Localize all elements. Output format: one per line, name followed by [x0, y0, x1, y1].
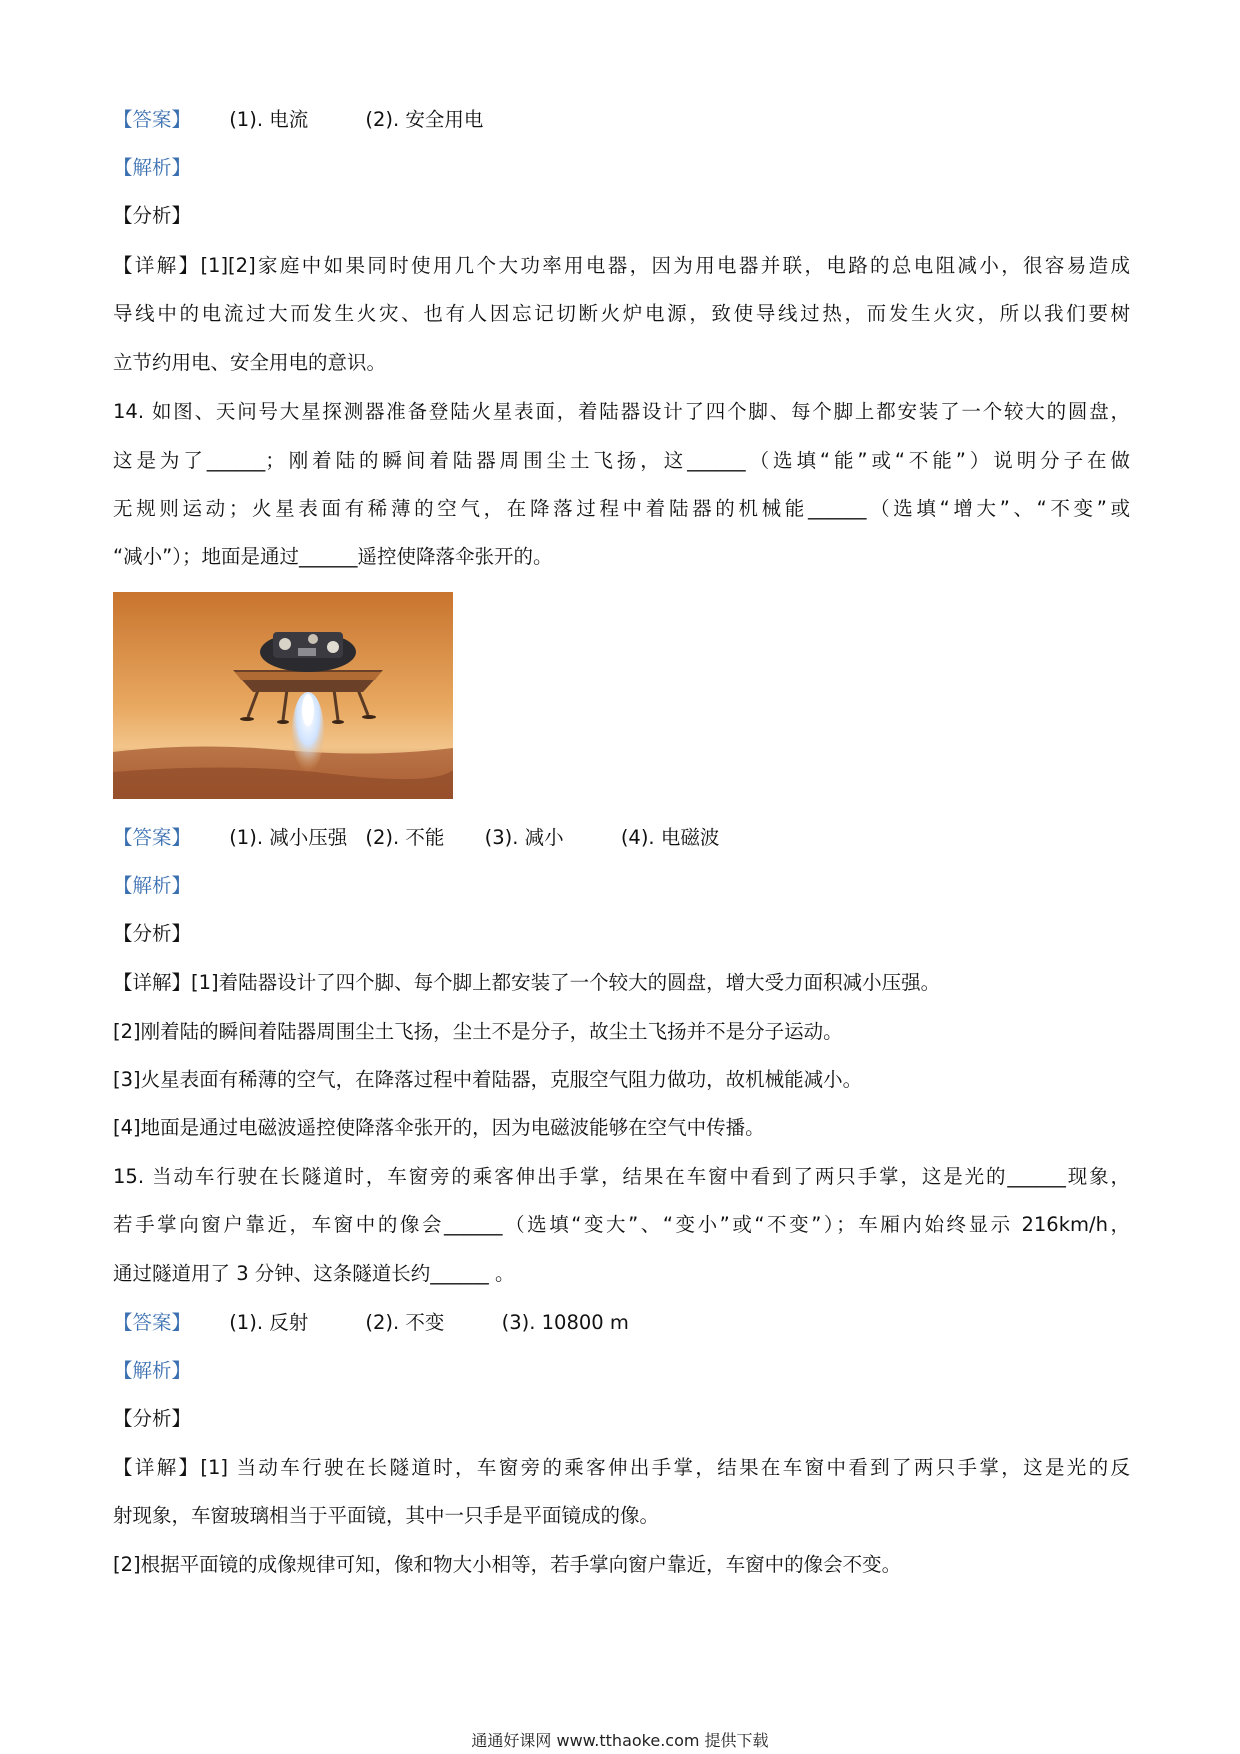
- answer-item: (3). 10800 m: [501, 1311, 629, 1334]
- answer-item: (1). 减小压强: [229, 826, 348, 849]
- mars-lander-image: [113, 592, 453, 799]
- page-footer: 通通好课网 www.tthaoke.com 提供下载: [471, 1731, 769, 1750]
- detail-line: [3]火星表面有稀薄的空气，在降落过程中着陆器，克服空气阻力做功，故机械能减小。: [113, 1068, 863, 1091]
- detail-line: [2]根据平面镜的成像规律可知，像和物大小相等，若手掌向窗户靠近，车窗中的像会不变。: [113, 1553, 902, 1576]
- analysis-tag: 【解析】: [113, 874, 192, 897]
- answer-item: (2). 不能: [365, 826, 445, 849]
- fenxi-tag: 【分析】: [113, 922, 192, 945]
- answer-tag: 【答案】: [113, 826, 192, 849]
- detail-text: [1]着陆器设计了四个脚、每个脚上都安装了一个较大的圆盘，增大受力面积减小压强。: [191, 971, 941, 994]
- analysis-tag: 【解析】: [113, 1359, 192, 1382]
- detail-line: 导线中的电流过大而发生火灾、也有人因忘记切断火炉电源，致使导线过热，而发生火灾，所以我们要树: [113, 302, 1130, 325]
- q14-answer-line: [113, 826, 719, 850]
- question-stem-line: 这是为了______；刚着陆的瞬间着陆器周围尘土飞扬，这______（选填“能”或“不能”）说明分子在做: [113, 449, 1130, 472]
- fenxi-tag: 【分析】: [113, 1407, 192, 1430]
- answer-item: (2). 不变: [365, 1311, 445, 1334]
- q13-answer-line: [113, 108, 483, 132]
- detail-text: [1][2]家庭中如果同时使用几个大功率用电器，因为用电器并联，电路的总电阻减小，很容易造成: [200, 254, 1130, 277]
- detail-line: [113, 1456, 1130, 1480]
- answer-tag: 【答案】: [113, 108, 192, 131]
- question-stem-line: 14. 如图、天问号大星探测器准备登陆火星表面，着陆器设计了四个脚、每个脚上都安装了一个较大的圆盘，: [113, 400, 1130, 423]
- question-stem-line: “减小”）；地面是通过______遥控使降落伞张开的。: [113, 545, 553, 568]
- detail-line: [4]地面是通过电磁波遥控使降落伞张开的，因为电磁波能够在空气中传播。: [113, 1116, 765, 1139]
- detail-line: 立节约用电、安全用电的意识。: [113, 351, 387, 374]
- question-stem-line: 通过隧道用了 3 分钟、这条隧道长约______ 。: [113, 1262, 515, 1285]
- q15-answer-line: [113, 1311, 629, 1335]
- detail-text: [1] 当动车行驶在长隧道时，车窗旁的乘客伸出手掌，结果在车窗中看到了两只手掌，这是光的反: [200, 1456, 1130, 1479]
- answer-tag: 【答案】: [113, 1311, 192, 1334]
- answer-item: (1). 反射: [229, 1311, 309, 1334]
- answer-item: (3). 减小: [484, 826, 564, 849]
- detail-line: [2]刚着陆的瞬间着陆器周围尘土飞扬，尘土不是分子，故尘土飞扬并不是分子运动。: [113, 1020, 843, 1043]
- question-stem-line: 无规则运动；火星表面有稀薄的空气，在降落过程中着陆器的机械能______（选填“增大”、“不变”或: [113, 497, 1130, 520]
- question-stem-line: 15. 当动车行驶在长隧道时，车窗旁的乘客伸出手掌，结果在车窗中看到了两只手掌，这是光的______现象，: [113, 1165, 1130, 1188]
- detail-tag: 【详解】: [113, 1456, 201, 1479]
- answer-item: (4). 电磁波: [620, 826, 720, 849]
- detail-tag: 【详解】: [113, 254, 201, 277]
- detail-line: [113, 254, 1130, 278]
- detail-line: [113, 971, 940, 995]
- detail-tag: 【详解】: [113, 971, 192, 994]
- answer-item: (1). 电流: [229, 108, 309, 131]
- answer-item: (2). 安全用电: [365, 108, 484, 131]
- detail-line: 射现象，车窗玻璃相当于平面镜，其中一只手是平面镜成的像。: [113, 1504, 660, 1527]
- analysis-tag: 【解析】: [113, 156, 192, 179]
- question-stem-line: 若手掌向窗户靠近，车窗中的像会______（选填“变大”、“变小”或“不变”）；车厢内始终显示 216km/h，: [113, 1213, 1130, 1236]
- fenxi-tag: 【分析】: [113, 204, 192, 227]
